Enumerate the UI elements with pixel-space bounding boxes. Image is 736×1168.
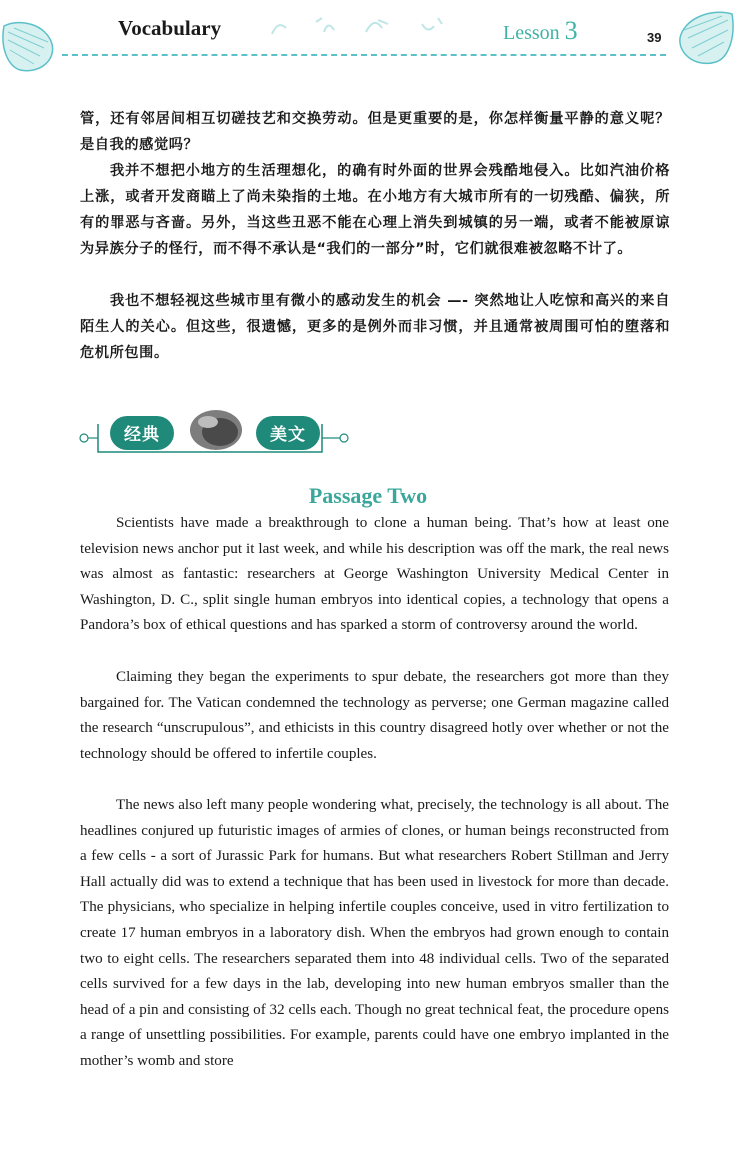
chinese-paragraph: 管，还有邻居间相互切磋技艺和交换劳动。但是更重要的是，你怎样衡量平静的意义呢？是自我的感觉吗？ [80,111,670,153]
shell-decoration-icon [0,18,60,78]
shell-decoration-icon [672,8,736,72]
chinese-paragraph: 我也不想轻视这些城市里有微小的感动发生的机会 —- 突然地让人吃惊和高兴的来自陌生人的关心。但这些，很遗憾，更多的是例外而非习惯，并且通常被周围可怕的堕落和危机所包围。 [80,293,670,361]
section-title: Vocabulary [118,16,222,40]
passage-title: Passage Two [308,483,428,508]
banner-label-right: 美文 [270,425,306,445]
wave-decoration-icon [262,12,462,42]
passage-paragraph: Claiming they began the experiments to spur debate, the researchers got more than they bargained for. The Vatican condemned the technology as perverse; one German magazine called the research “unscrupulous”, and ethicists in this country disagreed hotly over whether or not the technology should be offered to infertile couples. [80,669,669,762]
page-number: 39 [647,30,662,45]
lesson-label [503,16,578,46]
passage-paragraph: Scientists have made a breakthrough to clone a human being. That’s how at least one television news anchor put it last week, and while his description was off the mark, the real news was almost as fantastic: researchers at George Washington University Medical Center in Washington, D. C., split single human embryos into identical copies, a technology that opens a Pandora’s box of ethical questions and has sparked a storm of controversy around the world. [80,515,669,634]
lesson-number: 3 [564,16,578,45]
chinese-paragraph: 我并不想把小地方的生活理想化，的确有时外面的世界会残酷地侵入。比如汽油价格上涨，或者开发商瞄上了尚未染指的土地。在小地方有大城市所有的一切残酷、偏狭，所有的罪恶与吝啬。另外，当这些丑恶不能在心理上消失到城镇的另一端，或者不能被原谅为异族分子的怪行，而不得不承认是“我们的一部分”时，它们就很难被忽略不计了。 [80,163,670,257]
banner-label-left: 经典 [124,425,160,445]
page-header [0,0,736,80]
header-divider [62,54,666,56]
passage-paragraph: The news also left many people wondering what, precisely, the technology is all about. The headlines conjured up futuristic images of armies of clones, or human beings reconstructed from a few cells - a sort of Jurassic Park for humans. But what researchers Robert Stillman and Jerry Hall actually did was to extend a technique that has been used in livestock for more than decade. The physicians, who specialize in helping infertile couples conceive, used in vitro fertilization to create 17 human embryos in a laboratory dish. When the embryos had grown enough to contain two to eight cells. The researchers separated them into 48 individual cells. Two of the separated cells survived for a few days in the lab, developing into new human embryos smaller than the head of a pin and consisting of 32 cells each. Though no great technical feat, the procedure opens a range of unsettling possibilities. For example, parents could have one embryo implanted in the mother’s womb and store [80,797,669,1069]
lesson-word: Lesson [503,22,560,44]
